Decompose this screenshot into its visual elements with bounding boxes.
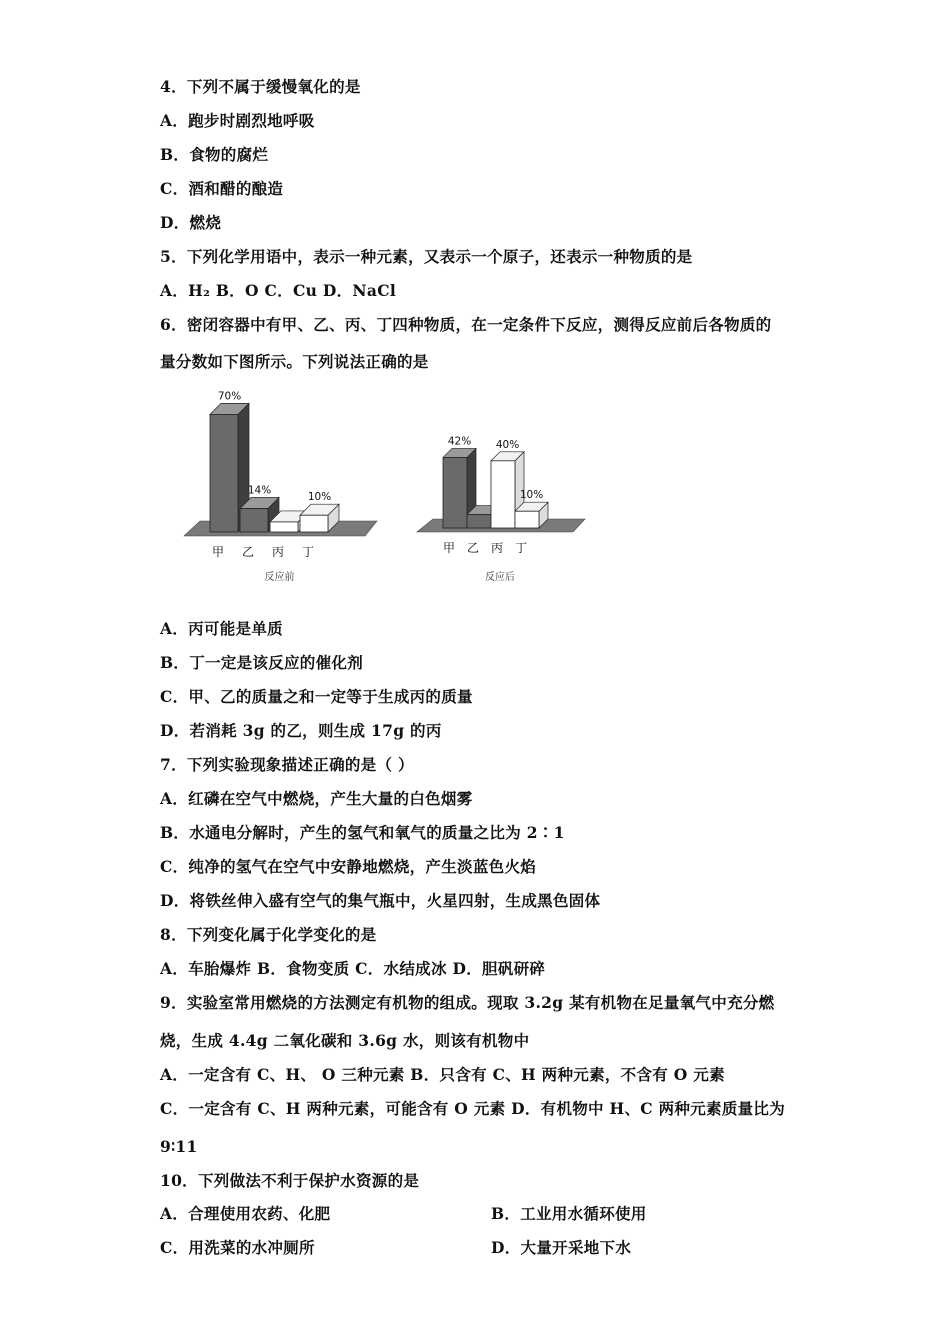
data-label-甲: 42% xyxy=(447,435,472,448)
bar-front xyxy=(515,511,539,528)
chart-title: 反应后 xyxy=(485,572,515,583)
q4-option-d: D．燃烧 xyxy=(160,213,222,232)
q5-stem: 5．下列化学用语中，表示一种元素，又表示一个原子，还表示一种物质的是 xyxy=(160,247,693,266)
bar-front xyxy=(491,461,515,528)
category-label-丙: 丙 xyxy=(271,545,285,559)
q7-option-c: C．纯净的氢气在空气中安静地燃烧，产生淡蓝色火焰 xyxy=(160,857,537,876)
q6-option-c: C．甲、乙的质量之和一定等于生成丙的质量 xyxy=(160,687,473,706)
q10-option-b: B．工业用水循环使用 xyxy=(491,1204,647,1223)
q10-stem: 10．下列做法不利于保护水资源的是 xyxy=(160,1171,420,1190)
bar-front xyxy=(210,414,238,532)
chart-before xyxy=(184,390,377,583)
q7-option-d: D．将铁丝伸入盛有空气的集气瓶中，火星四射，生成黑色固体 xyxy=(160,891,601,910)
data-label-丁: 10% xyxy=(519,489,544,502)
q6-option-b: B．丁一定是该反应的催化剂 xyxy=(160,653,364,672)
q9-options-cd-cont: 9∶11 xyxy=(160,1137,198,1156)
chart-after xyxy=(417,435,585,583)
q6-option-a: A．丙可能是单质 xyxy=(160,619,283,638)
q4-option-a: A．跑步时剧烈地呼吸 xyxy=(160,111,315,130)
bar-front xyxy=(270,522,298,532)
bar-front xyxy=(443,457,467,528)
q7-stem: 7．下列实验现象描述正确的是（ ） xyxy=(160,755,414,774)
data-label-丙: 40% xyxy=(495,438,520,451)
q6-stem-line2: 量分数如下图所示。下列说法正确的是 xyxy=(160,352,429,371)
q8-options: A．车胎爆炸 B．食物变质 C．水结成冰 D．胆矾研碎 xyxy=(160,959,546,978)
q10-option-d: D．大量开采地下水 xyxy=(491,1238,632,1257)
q4-stem: 4．下列不属于缓慢氧化的是 xyxy=(160,77,361,96)
q4-option-c: C．酒和醋的酿造 xyxy=(160,179,284,198)
category-label-丁: 丁 xyxy=(514,541,528,555)
bar-front xyxy=(300,515,328,532)
category-label-丁: 丁 xyxy=(301,545,315,559)
q6-option-d: D．若消耗 3g 的乙，则生成 17g 的丙 xyxy=(160,721,442,740)
data-label-乙: 14% xyxy=(247,484,272,497)
q10-option-a: A．合理使用农药、化肥 xyxy=(160,1204,331,1223)
q9-options-cd: C．一定含有 C、H 两种元素，可能含有 O 元素 D．有机物中 H、C 两种元素质量比为 xyxy=(160,1099,786,1118)
bar-front xyxy=(467,515,491,528)
q5-options: A．H₂ B．O C．Cu D．NaCl xyxy=(160,281,397,300)
category-label-甲: 甲 xyxy=(442,541,456,555)
q9-options-ab: A．一定含有 C、H、 O 三种元素 B．只含有 C、H 两种元素，不含有 O 元素 xyxy=(160,1065,725,1084)
q10-option-c: C．用洗菜的水冲厕所 xyxy=(160,1238,315,1257)
q9-stem-line1: 9．实验室常用燃烧的方法测定有机物的组成。现取 3.2g 某有机物在足量氧气中充分燃 xyxy=(160,993,775,1012)
q6-stem-line1: 6．密闭容器中有甲、乙、丙、丁四种物质，在一定条件下反应，测得反应前后各物质的 xyxy=(160,315,772,334)
q4-option-b: B．食物的腐烂 xyxy=(160,145,269,164)
data-label-丁: 10% xyxy=(307,491,332,504)
data-label-甲: 70% xyxy=(217,390,242,403)
bar-丁 xyxy=(515,502,548,528)
q7-option-a: A．红磷在空气中燃烧，产生大量的白色烟雾 xyxy=(160,789,473,808)
q7-option-b: B．水通电分解时，产生的氢气和氧气的质量之比为 2∶1 xyxy=(160,823,565,842)
q8-stem: 8．下列变化属于化学变化的是 xyxy=(160,925,377,944)
category-label-乙: 乙 xyxy=(241,545,255,559)
chart-title: 反应前 xyxy=(264,572,295,583)
category-label-甲: 甲 xyxy=(211,545,225,559)
q6-bar-charts xyxy=(175,380,595,595)
category-label-丙: 丙 xyxy=(490,541,504,555)
q9-stem-line2: 烧，生成 4.4g 二氧化碳和 3.6g 水，则该有机物中 xyxy=(160,1031,530,1050)
bar-front xyxy=(240,508,268,532)
category-label-乙: 乙 xyxy=(466,541,480,555)
